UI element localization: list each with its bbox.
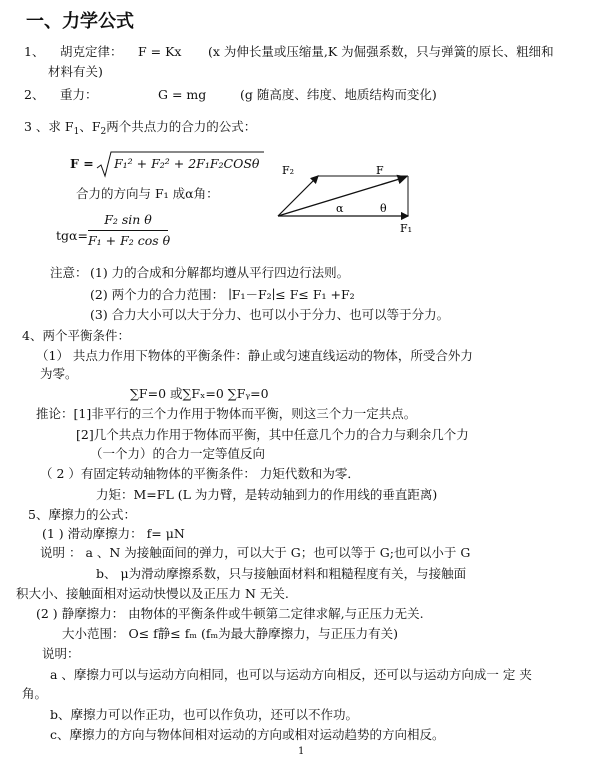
item-1-name: 胡克定律：: [60, 44, 123, 59]
item-1-note: (x 为伸长量或压缩量,K 为倔强系数，只与弹簧的原长、粗细和: [208, 44, 554, 59]
section-title: 一、力学公式: [26, 11, 134, 32]
note-2: (2) 两个力的合力范围： ∣F₁－F₂∣≤ F≤ F₁ +F₂: [90, 287, 355, 302]
equilibrium-equations: ∑F=0 或∑Fₓ=0 ∑Fᵧ=0: [130, 386, 269, 401]
note-3: (3) 合力大小可以大于分力、也可以小于分力、也可以等于分力。: [90, 307, 450, 322]
label-theta: θ: [380, 202, 387, 215]
note-label: 注意：: [50, 265, 88, 280]
fraction-bar: [88, 230, 168, 231]
label-alpha: α: [336, 202, 344, 215]
sliding-explanation-b: b、 μ为滑动摩擦系数，只与接触面材料和粗糙程度有关，与接触面: [96, 566, 467, 581]
static-range: 大小范围： O≤ f静≤ fₘ (fₘ为最大静摩擦力，与正压力有关): [62, 626, 399, 641]
direction-text: 合力的方向与 F₁ 成α角：: [76, 186, 219, 201]
sliding-friction: (1 ) 滑动摩擦力： f= μN: [42, 526, 185, 541]
item-2-name: 重力：: [60, 87, 98, 102]
static-explanation-label: 说明：: [42, 646, 80, 661]
inference-2-cont: （一个力）的合力一定等值反向: [90, 446, 266, 461]
tg-numerator: F₂ sin θ: [104, 212, 152, 227]
note-1: (1) 力的合成和分解都均遵从平行四边行法则。: [90, 265, 350, 280]
force-parallelogram-diagram: [270, 160, 430, 240]
item-4-condition-1-cont: 为零。: [40, 366, 78, 381]
label-f2: F₂: [282, 164, 295, 177]
static-explanation-b: b、摩擦力可以作正功，也可以作负功，还可以不作功。: [50, 707, 359, 722]
torque-definition: 力矩：M=FL (L 为力臂，是转动轴到力的作用线的垂直距离): [96, 487, 438, 502]
inference-2: [2]几个共点力作用于物体而平衡，其中任意几个力的合力与剩余几个力: [76, 427, 469, 442]
tg-label: tgα=: [56, 228, 88, 243]
inference-1: 推论：[1]非平行的三个力作用于物体而平衡，则这三个力一定共点。: [36, 406, 417, 421]
item-1-formula: F = Kx: [138, 44, 182, 59]
item-3-heading: 3 、求 $F_1$、$F_2$两个共点力的合力的公式：: [24, 119, 257, 137]
item-2-note: (g 随高度、纬度、地质结构而变化): [240, 87, 437, 102]
sliding-explanation-b-cont: 积大小、接触面相对运动快慢以及正压力 N 无关.: [16, 586, 289, 601]
item-1-number: 1、: [24, 44, 45, 59]
item-2-number: 2、: [24, 87, 45, 102]
item-4-heading: 4、两个平衡条件：: [22, 328, 130, 343]
sliding-explanation-a: 说明 ： a 、N 为接触面间的弹力，可以大于 G；也可以等于 G;也可以小于 G: [40, 545, 471, 560]
item-5-heading: 5、摩擦力的公式：: [28, 507, 136, 522]
resultant-formula-body: F₁² + F₂² + 2F₁F₂COSθ: [114, 156, 260, 171]
page-number: 1: [298, 746, 305, 757]
item-4-condition-1: （1） 共点力作用下物体的平衡条件：静止或匀速直线运动的物体，所受合外力: [36, 348, 473, 363]
item-4-condition-2: （ 2 ）有固定转动轴物体的平衡条件： 力矩代数和为零．: [40, 466, 360, 481]
static-friction: (2 ) 静摩擦力： 由物体的平衡条件或牛顿第二定律求解,与正压力无关.: [36, 606, 424, 621]
static-explanation-c: c、摩擦力的方向与物体间相对运动的方向或相对运动趋势的方向相反。: [50, 727, 445, 742]
label-f: F: [376, 164, 384, 177]
static-explanation-a-cont: 角。: [22, 686, 48, 701]
tg-denominator: F₁ + F₂ cos θ: [88, 233, 171, 248]
label-f1: F₁: [400, 222, 413, 235]
item-2-formula: G = mg: [158, 87, 207, 102]
resultant-formula-label: F =: [70, 156, 94, 171]
static-explanation-a: a 、摩擦力可以与运动方向相同，也可以与运动方向相反，还可以与运动方向成一 定 夹: [50, 667, 532, 682]
item-1-note-cont: 材料有关): [48, 64, 103, 79]
